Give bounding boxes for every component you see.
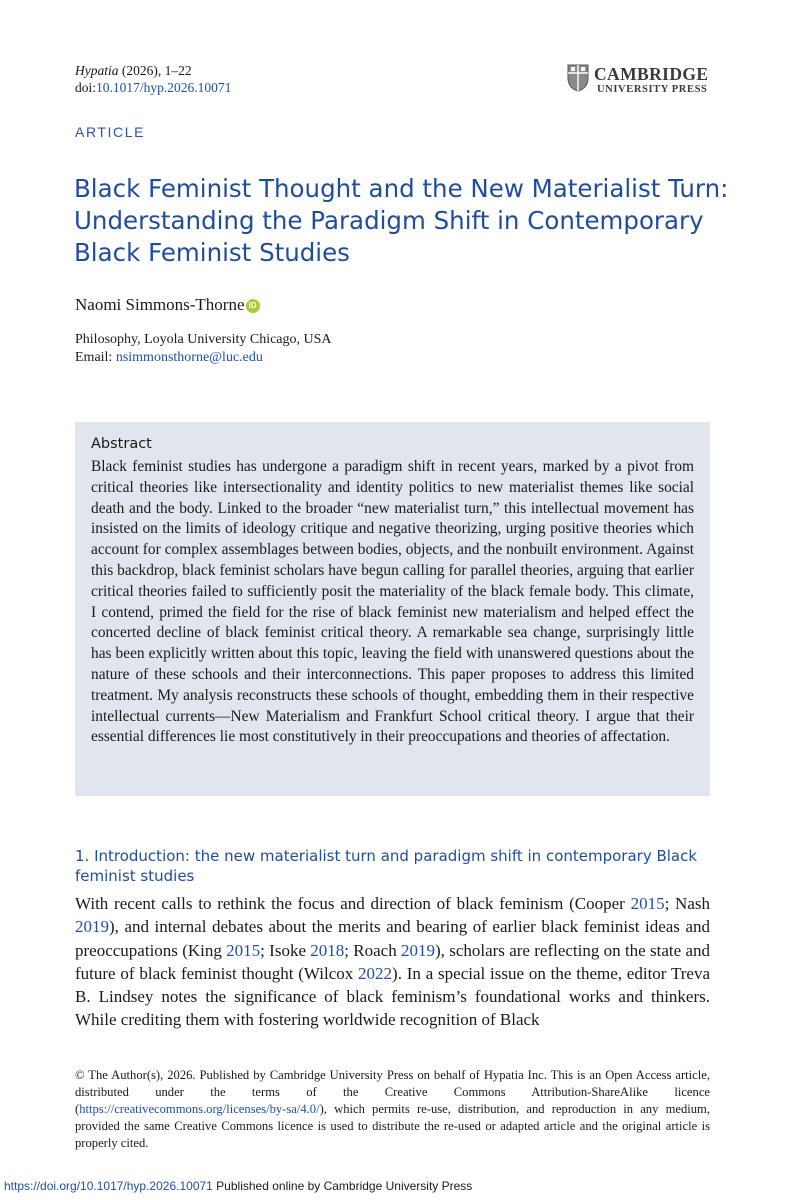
logo-line2: UNIVERSITY PRESS bbox=[597, 84, 708, 95]
citation-link[interactable]: 2015 bbox=[226, 940, 261, 960]
journal-info bbox=[75, 62, 231, 96]
intro-text: ). In a special issue on the theme, editor Treva B. Lindsey notes the significance of black feminism’s foundational works and thinkers. While crediting them with fostering worldwide recognition of Black bbox=[75, 963, 710, 1030]
article-title: Black Feminist Thought and the New Materialist Turn: Understanding the Paradigm Shift in Contemporary Black Feminist Studies bbox=[74, 174, 729, 267]
intro-text: ), scholars are reflecting on the state and future of black feminist thought (Wilcox bbox=[75, 940, 710, 983]
journal-name: Hypatia bbox=[75, 63, 119, 78]
footer-doi-link[interactable]: https://doi.org/10.1017/hyp.2026.10071 bbox=[4, 1179, 213, 1193]
footer-published-text: Published online by Cambridge University Press bbox=[212, 1179, 473, 1193]
author-line bbox=[75, 295, 260, 315]
intro-paragraph bbox=[75, 892, 710, 1032]
section-heading: 1. Introduction: the new materialist turn and paradigm shift in contemporary Black feminist studies bbox=[75, 847, 698, 885]
intro-text: ; Nash bbox=[664, 894, 710, 913]
orcid-icon[interactable]: iD bbox=[246, 299, 260, 313]
logo-line1: CAMBRIDGE bbox=[594, 64, 709, 84]
citation-link[interactable]: 2015 bbox=[630, 894, 665, 913]
email-label: Email: bbox=[75, 350, 116, 365]
email-link[interactable]: nsimmonsthorne@luc.edu bbox=[115, 350, 263, 365]
affiliation-block bbox=[75, 331, 332, 367]
copyright-text: © The Author(s), 2026. Published by Cambridge University Press on behalf of Hypatia Inc. This is an Open Access article, distributed under the terms of the Creative Commons Attribution-ShareAlike licence ( bbox=[75, 1068, 710, 1116]
copyright-notice bbox=[75, 1067, 710, 1152]
intro-text: With recent calls to rethink the focus and direction of black feminism (Cooper bbox=[75, 894, 631, 913]
copyright-text: ), which permits re-use, distribution, and reproduction in any medium, provided the same Creative Commons licence is used to distribute the re-used or adapted article and the original article is properly cited. bbox=[75, 1102, 710, 1150]
citation-link[interactable]: 2018 bbox=[310, 940, 345, 960]
article-type-label: ARTICLE bbox=[75, 124, 146, 140]
footer bbox=[4, 1179, 472, 1193]
citation-link[interactable]: 2019 bbox=[401, 940, 436, 960]
affiliation: Philosophy, Loyola University Chicago, USA bbox=[75, 332, 332, 347]
doi-prefix: doi: bbox=[75, 80, 97, 95]
citation-link[interactable]: 2019 bbox=[75, 917, 109, 937]
author-name: Naomi Simmons-Thorne bbox=[75, 295, 245, 314]
abstract-text: Black feminist studies has undergone a paradigm shift in recent years, marked by a pivot from critical theories like intersectionality and identity politics to new materialist themes like social death and the body. Linked to the broader “new materialist turn,” this intellectual movement has insisted on the limits of ideology critique and negative theorizing, urging positive theories which account for complex assemblages between bodies, objects, and the nonbuilt environment. Against this backdrop, black feminist scholars have begun calling for parallel theories, arguing that earlier critical theories failed to sufficiently posit the materiality of the black female body. This climate, I contend, primed the field for the rise of black feminist new materialism and helped effect the concerted decline of black feminist critical theory. A remarkable sea change, surprisingly little has been explicitly written about this topic, leaving the field with unanswered questions about the nature of these schools and their interconnections. This paper proposes to address this limited treatment. My analysis reconstructs these schools of thought, embedding them in their respective intellectual currents—New Materialism and Frankfurt School critical theory. I argue that their essential differences lie most constitutively in their preoccupations and theories of affectation. bbox=[91, 458, 694, 746]
license-link[interactable]: https://creativecommons.org/licenses/by-sa/4.0/ bbox=[79, 1102, 320, 1116]
intro-text: ; Roach bbox=[344, 940, 402, 960]
publisher-logo bbox=[567, 64, 713, 100]
intro-text: ), and internal debates about the merits and bearing of earlier black feminist ideas and preoccupations (King bbox=[75, 917, 710, 960]
doi-link[interactable]: 10.1017/hyp.2026.10071 bbox=[96, 80, 232, 95]
journal-meta: (2026), 1–22 bbox=[118, 63, 192, 78]
citation-link[interactable]: 2022 bbox=[358, 963, 393, 983]
intro-text: ; Isoke bbox=[260, 940, 311, 960]
shield-icon bbox=[567, 64, 589, 92]
abstract-heading: Abstract bbox=[91, 436, 152, 452]
